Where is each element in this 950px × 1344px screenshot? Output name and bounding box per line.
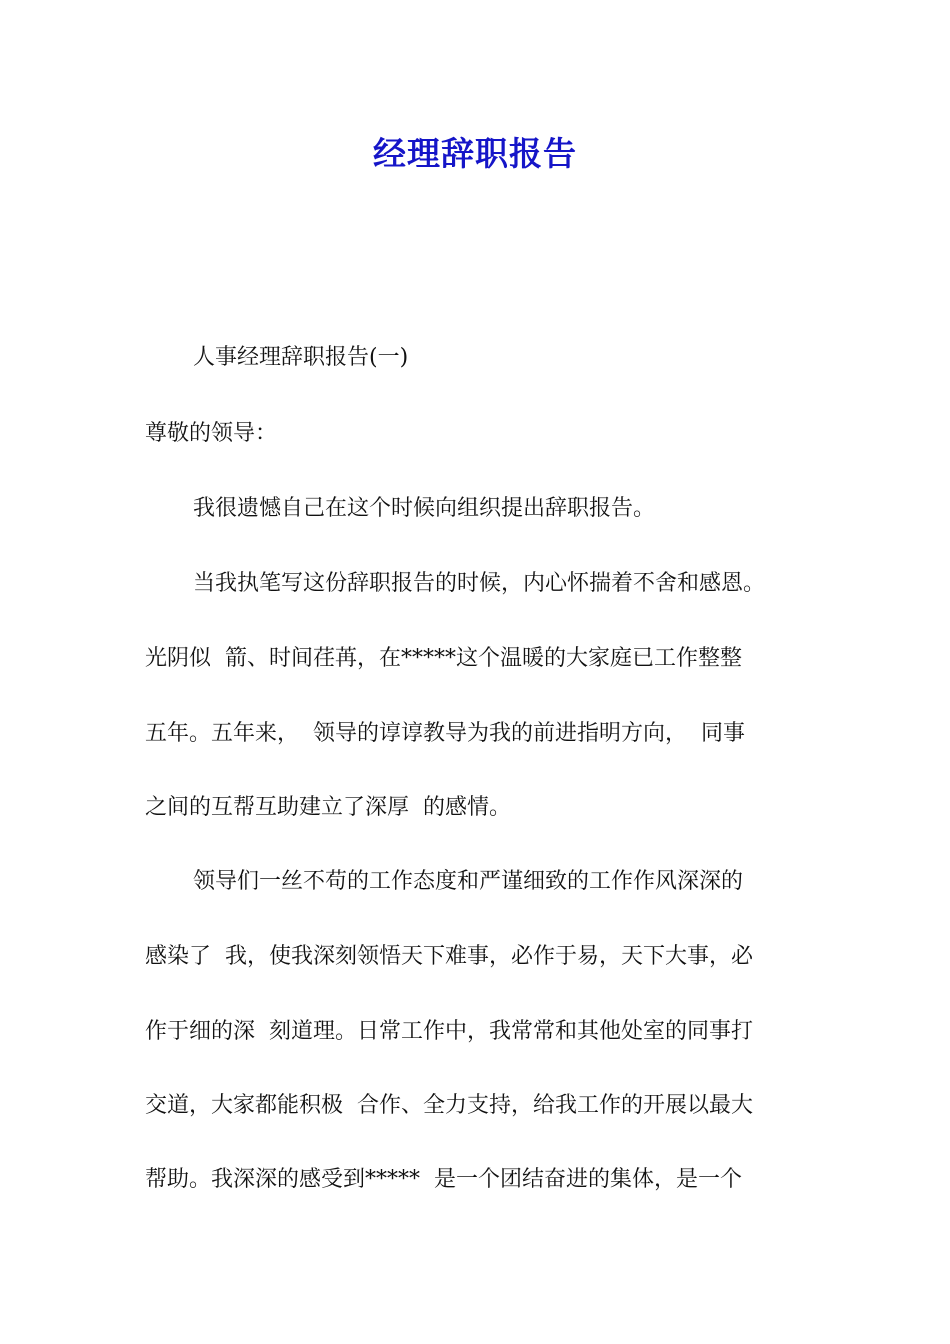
paragraph-line: 作于细的深 刻道理。日常工作中，我常常和其他处室的同事打 [145,1019,753,1044]
paragraph-line: 五年。五年来， 领导的谆谆教导为我的前进指明方向， 同事 [145,721,745,746]
paragraph-line: 帮助。我深深的感受到***** 是一个团结奋进的集体，是一个 [145,1167,742,1192]
paragraph-line: 领导们一丝不苟的工作态度和严谨细致的工作作风深深的 [193,869,744,894]
paragraph-line: 我很遗憾自己在这个时候向组织提出辞职报告。 [193,496,656,521]
paragraph-line: 当我执笔写这份辞职报告的时候，内心怀揣着不舍和感恩。 [193,571,766,596]
paragraph-line: 尊敬的领导： [145,421,278,446]
paragraph-line: 人事经理辞职报告(一) [193,345,409,370]
paragraph-line: 交道，大家都能积极 合作、全力支持，给我工作的开展以最大 [145,1093,753,1118]
paragraph-line: 之间的互帮互助建立了深厚 的感情。 [145,795,511,820]
paragraph-line: 光阴似 箭、时间荏苒，在*****这个温暖的大家庭已工作整整 [145,646,742,671]
document-title: 经理辞职报告 [373,134,577,173]
paragraph-line: 感染了 我，使我深刻领悟天下难事，必作于易，天下大事，必 [145,944,753,969]
